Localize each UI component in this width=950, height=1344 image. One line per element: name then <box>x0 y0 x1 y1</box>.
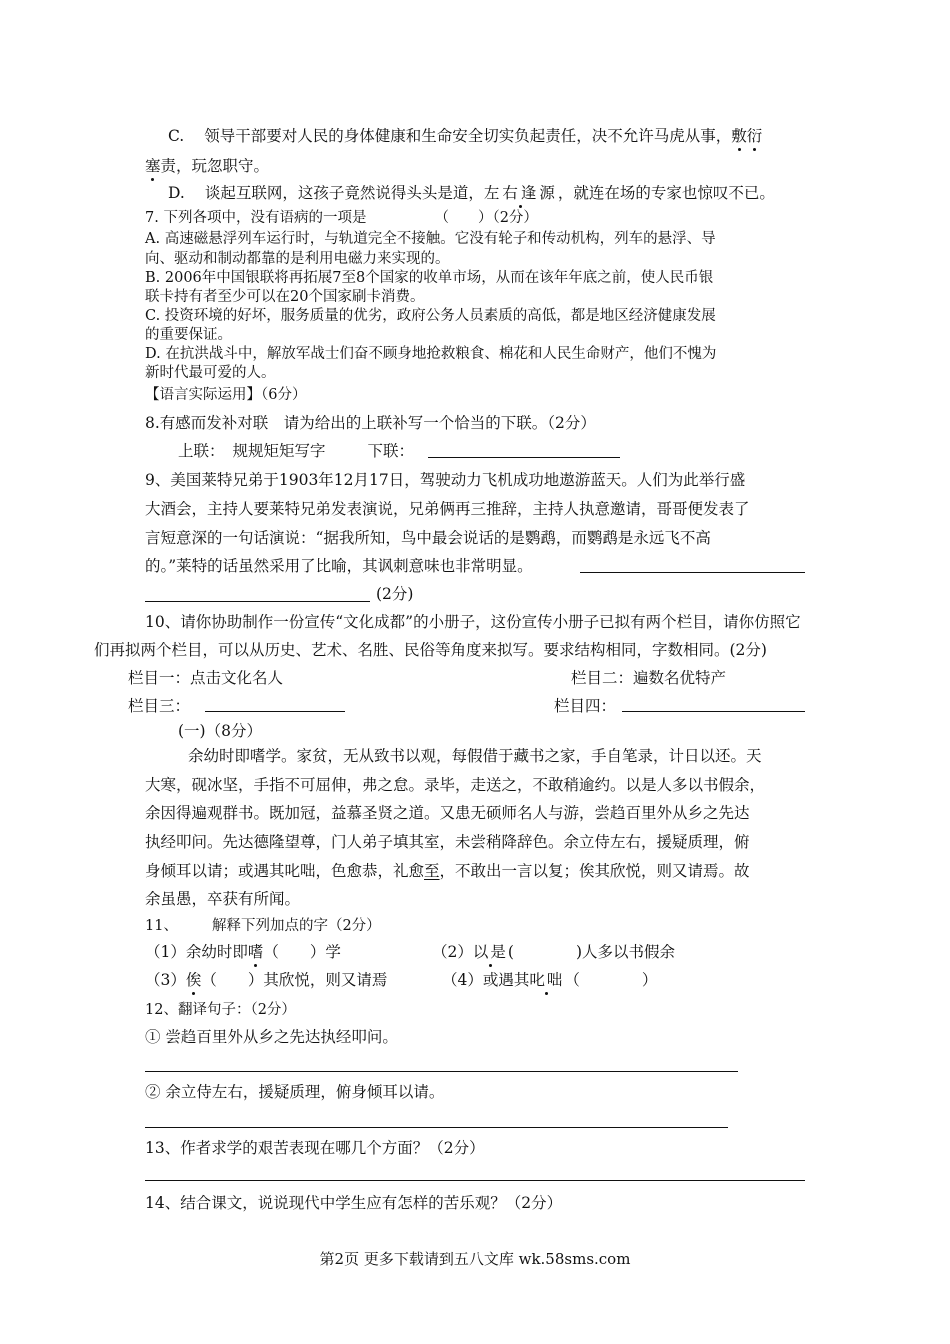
q8-upper-label: 上联： <box>178 442 225 460</box>
q11-stem: 11、 解释下列加点的字（2分） <box>145 918 381 934</box>
q13-answer-blank[interactable] <box>145 1180 805 1181</box>
q7-option-a1: A. 高速磁悬浮列车运行时，与轨道完全不接触。它没有轮子和传动机构，列车的悬浮、导 <box>145 231 716 247</box>
q6-option-c-line2: 塞责，玩忽职守。 <box>145 157 270 175</box>
q8-upper-text: 规规矩矩写字 <box>232 442 326 460</box>
dotted-char: 衍 <box>746 127 763 145</box>
q11-item2: （2）以是( )人多以书假余 <box>432 943 675 961</box>
q11-item1: （1）余幼时即嗜（ ）学 <box>145 943 341 961</box>
passage-line4: 执经叩问。先达德隆望尊，门人弟子填其室，未尝稍降辞色。余立侍左右，援疑质理，俯 <box>145 833 750 851</box>
q11-item3: （3）俟（ ）其欣悦，则又请焉 <box>145 971 388 989</box>
q12-sentence2: ② 余立侍左右，援疑质理，俯身倾耳以请。 <box>145 1083 445 1101</box>
q8-couplet <box>178 441 414 461</box>
q12-answer-blank-2[interactable] <box>145 1127 728 1128</box>
q10-column3-label: 栏目三： <box>128 697 191 715</box>
passage-line5: 身倾耳以请；或遇其叱咄，色愈恭，礼愈至，不敢出一言以复；俟其欣悦，则又请焉。故 <box>145 862 750 880</box>
q12-sentence1: ① 尝趋百里外从乡之先达执经叩问。 <box>145 1028 398 1046</box>
section-title: 【语言实际运用】（6分） <box>145 387 307 403</box>
q12-stem: 12、翻译句子：（2分） <box>145 1002 296 1018</box>
q10-line2: 们再拟两个栏目，可以从历史、艺术、名胜、民俗等角度来拟写。要求结构相同，字数相同。(2分) <box>94 641 767 659</box>
q9-line1: 9、美国莱特兄弟于1903年12月17日，驾驶动力飞机成功地遨游蓝天。人们为此举行盛 <box>145 471 746 489</box>
q14-stem: 14、结合课文，说说现代中学生应有怎样的苦乐观？（2分） <box>145 1194 563 1212</box>
dotted-char: 嗜 <box>247 943 264 961</box>
q9-line4: 的。”莱特的话虽然采用了比喻，其讽刺意味也非常明显。 <box>145 557 533 575</box>
q10-column4-label: 栏目四： <box>554 697 617 715</box>
q6-option-c-line1: C. 领导干部要对人民的身体健康和生命安全切实负起责任，决不允许马虎从事，敷衍 <box>168 127 763 145</box>
passage-line6: 余虽愚，卒获有所闻。 <box>145 890 301 908</box>
q7-option-c2: 的重要保证。 <box>145 327 232 343</box>
q8-stem: 8.有感而发补对联 请为给出的上联补写一个恰当的下联。（2分） <box>145 414 596 432</box>
passage-line3: 余因得遍观群书。既加冠，益慕圣贤之道。又患无硕师名人与游，尝趋百里外从乡之先达 <box>145 804 750 822</box>
q9-answer-blank-1[interactable] <box>580 572 805 573</box>
q10-column3-blank[interactable] <box>205 711 345 712</box>
q8-lower-label: 下联： <box>367 442 415 460</box>
q10-column1: 栏目一：点击文化名人 <box>128 669 284 687</box>
q10-column2: 栏目二：遍数名优特产 <box>571 669 727 687</box>
q10-column4-blank[interactable] <box>622 711 805 712</box>
q8-answer-blank[interactable] <box>428 457 620 458</box>
q9-score: (2分) <box>376 585 414 603</box>
passage-heading: (一)（8分） <box>178 722 262 740</box>
q13-stem: 13、作者求学的艰苦表现在哪几个方面？（2分） <box>145 1139 485 1157</box>
q7-option-a2: 向、驱动和制动都靠的是利用电磁力来实现的。 <box>145 251 450 267</box>
page-footer: 第2页 更多下载请到五八文库 wk.58sms.com <box>319 1250 631 1268</box>
q10-line1: 10、请你协助制作一份宣传“文化成都”的小册子，这份宣传小册子已拟有两个栏目，请你仿照它 <box>145 613 801 631</box>
q7-stem: 7. 下列各项中，没有语病的一项是 （ ）（2分） <box>145 210 538 226</box>
q9-line2: 大酒会，主持人要莱特兄弟发表演说，兄弟俩再三推辞，主持人执意邀请，哥哥便发表了 <box>145 500 750 518</box>
dotted-char: 俟 <box>185 971 202 989</box>
q6-option-d: D. 谈起互联网，这孩子竟然说得头头是道，左右逢源，就连在场的专家也惊叹不已。 <box>168 184 775 202</box>
passage-line2: 大寒，砚冰坚，手指不可屈伸，弗之怠。录毕，走送之，不敢稍逾约。以是人多以书假余， <box>145 776 766 794</box>
q6-c-label: C. <box>168 127 185 145</box>
dotted-phrase: 左右逢源 <box>483 184 558 202</box>
q7-option-d1: D. 在抗洪战斗中，解放军战士们奋不顾身地抢救粮食、棉花和人民生命财产，他们不愧为 <box>145 346 717 362</box>
q7-option-b1: B. 2006年中国银联将再拓展7至8个国家的收单市场，从而在该年年底之前，使人民币银 <box>145 270 714 286</box>
q7-option-c1: C. 投资环境的好坏，服务质量的优劣，政府公务人员素质的高低，都是地区经济健康发展 <box>145 308 716 324</box>
q9-answer-blank-2[interactable] <box>145 601 370 602</box>
q7-option-b2: 联卡持有者至少可以在20个国家刷卡消费。 <box>145 289 425 305</box>
q12-answer-blank-1[interactable] <box>145 1071 738 1072</box>
q7-option-d2: 新时代最可爱的人。 <box>145 365 276 381</box>
q9-line3: 言短意深的一句话演说：“据我所知，鸟中最会说话的是鹦鹉，而鹦鹉是永远飞不高 <box>145 529 711 547</box>
dotted-char: 叱咄 <box>529 971 565 989</box>
underlined-char: 至 <box>424 862 440 880</box>
q6-d-label: D. <box>168 184 185 202</box>
dotted-char: 敷 <box>731 127 747 145</box>
dotted-char: 以是 <box>472 943 508 961</box>
dotted-char: 塞 <box>145 157 161 175</box>
passage-line1: 余幼时即嗜学。家贫，无从致书以观，每假借于藏书之家，手自笔录，计日以还。天 <box>188 747 762 765</box>
q11-item4: （4）或遇其叱咄（ ） <box>442 971 658 989</box>
